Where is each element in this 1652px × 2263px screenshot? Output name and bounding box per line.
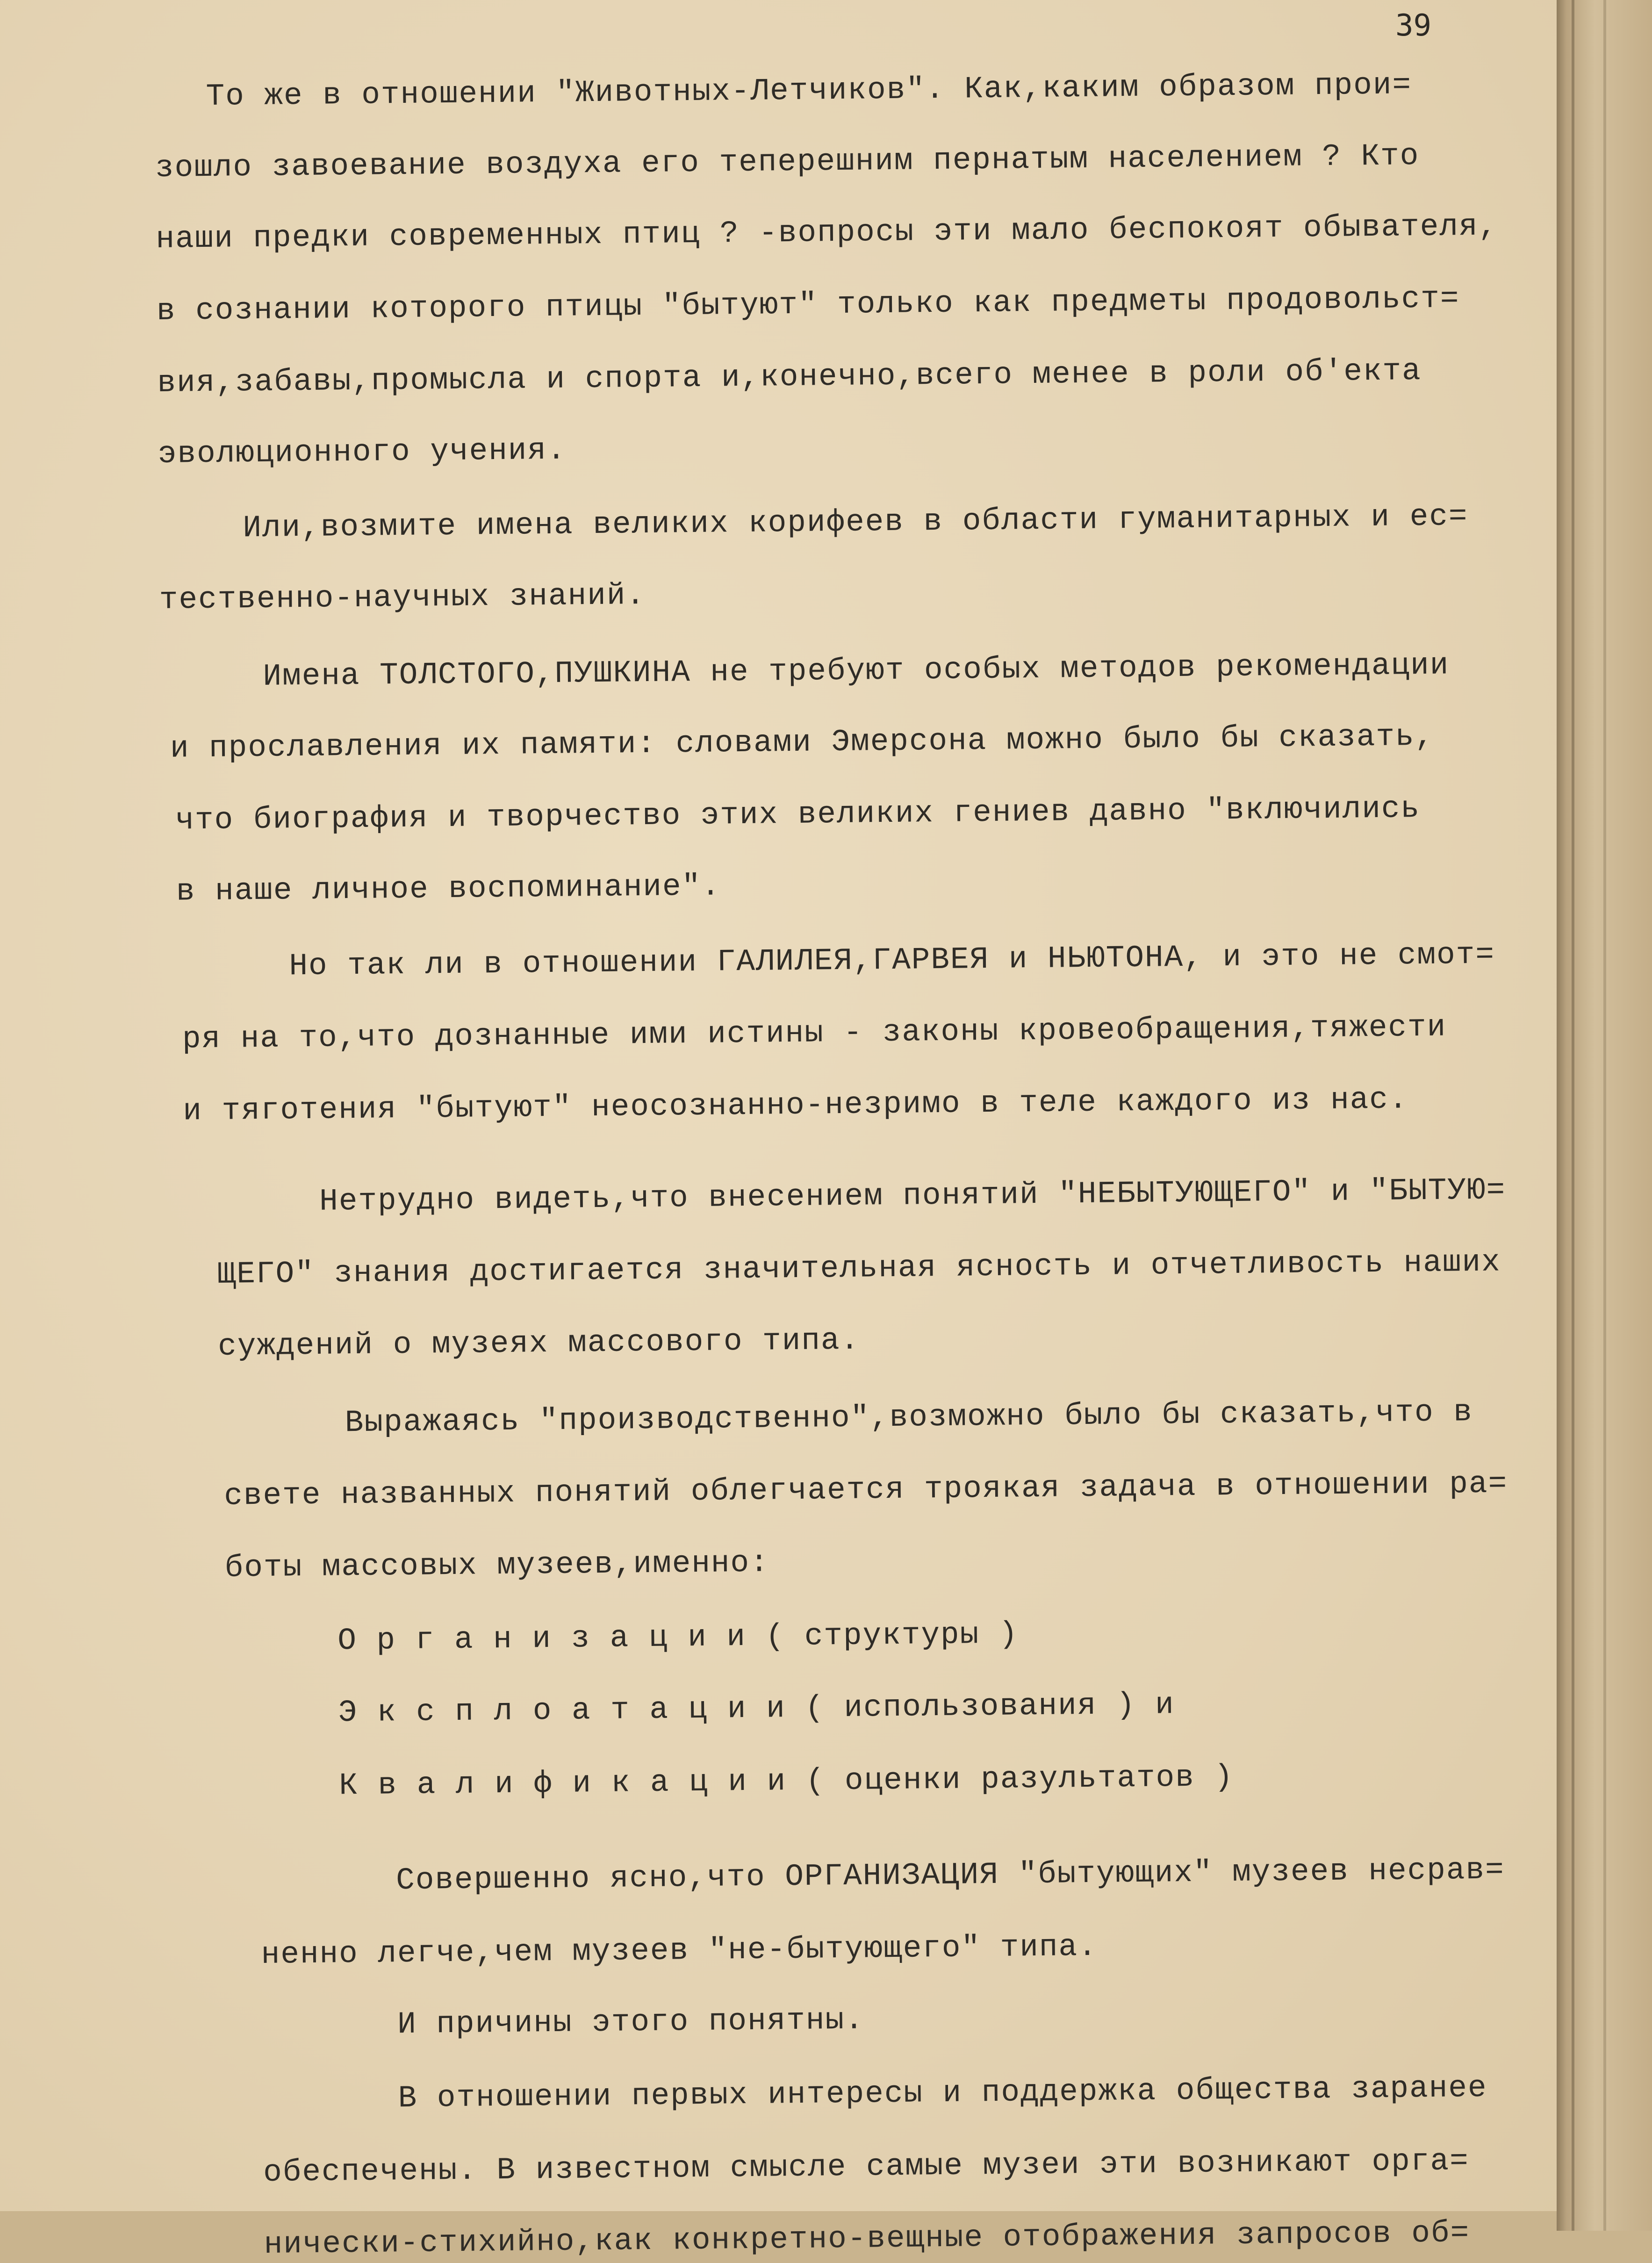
- page-edge-shadow-2: [1603, 0, 1606, 2231]
- text-line: К в а л и ф и к а ц и и ( оценки разультатов ): [338, 1760, 1234, 1803]
- text-line: ря на то,что дознанные ими истины - законы кровеобращения,тяжести: [182, 1009, 1447, 1057]
- text-line: ЩЕГО" знания достигается значительная ясность и отчетливость наших: [217, 1244, 1501, 1292]
- text-line: В отношении первых интересы и поддержка общества заранее: [398, 2070, 1487, 2116]
- text-line: что биография и творчество этих великих гениев давно "включились: [175, 791, 1421, 838]
- text-line: И причины этого понятны.: [397, 2002, 865, 2042]
- page-number: 39: [1395, 8, 1432, 43]
- text-line: и тяготения "бытуют" неосознанно-незримо в теле каждого из нас.: [183, 1082, 1408, 1129]
- text-line: То же в отношении "Животных-Летчиков". Как,каким образом прои=: [206, 67, 1412, 114]
- text-line: Нетрудно видеть,что внесением понятий "НЕБЫТУЮЩЕГО" и "БЫТУЮ=: [319, 1172, 1506, 1219]
- text-line: Или,возмите имена великих корифеев в области гуманитарных и ес=: [243, 499, 1468, 546]
- text-line: Э к с п л о а т а ц и и ( использования ) и: [338, 1687, 1175, 1731]
- text-line: свете названных понятий облегчается троякая задача в отношении ра=: [223, 1466, 1508, 1514]
- text-line: обеспечены. В известном смысле самые музеи эти возникают орга=: [263, 2143, 1470, 2190]
- text-line: наши предки современных птиц ? -вопросы эти мало беспокоят обывателя,: [156, 208, 1498, 257]
- text-line: нически-стихийно,как конкретно-вещные отображения запросов об=: [264, 2215, 1470, 2262]
- text-line: эволюционного учения.: [158, 432, 567, 472]
- text-line: Выражаясь "производственно",возможно было бы сказать,что в: [345, 1394, 1473, 1441]
- text-line: тественно-научных знаний.: [159, 577, 646, 618]
- text-line: зошло завоевание воздуха его теперешним пернатым населением ? Кто: [155, 138, 1420, 186]
- page-edge-shadow: [1572, 0, 1574, 2231]
- text-line: вия,забавы,промысла и спорта и,конечно,всего менее в роли об'екта: [157, 353, 1422, 401]
- text-line: Но так ли в отношении ГАЛИЛЕЯ,ГАРВЕЯ и НЬЮТОНА, и это не смот=: [289, 937, 1495, 984]
- text-line: Совершенно ясно,что ОРГАНИЗАЦИЯ "бытующих" музеев несрав=: [395, 1852, 1505, 1898]
- text-line: в сознании которого птицы "бытуют" только как предметы продовольст=: [156, 281, 1460, 329]
- text-line: ненно легче,чем музеев "не-бытующего" типа.: [261, 1929, 1098, 1972]
- text-line: О р г а н и з а ц и и ( структуры ): [337, 1616, 1019, 1659]
- text-line: боты массовых музеев,именно:: [224, 1545, 770, 1586]
- text-line: суждений о музеях массового типа.: [217, 1322, 860, 1364]
- text-line: Имена ТОЛСТОГО,ПУШКИНА не требуют особых методов рекомендации: [263, 647, 1450, 694]
- text-line: и прославления их памяти: словами Эмерсона можно было бы сказать,: [170, 718, 1435, 766]
- text-line: в наше личное воспоминание".: [176, 869, 721, 909]
